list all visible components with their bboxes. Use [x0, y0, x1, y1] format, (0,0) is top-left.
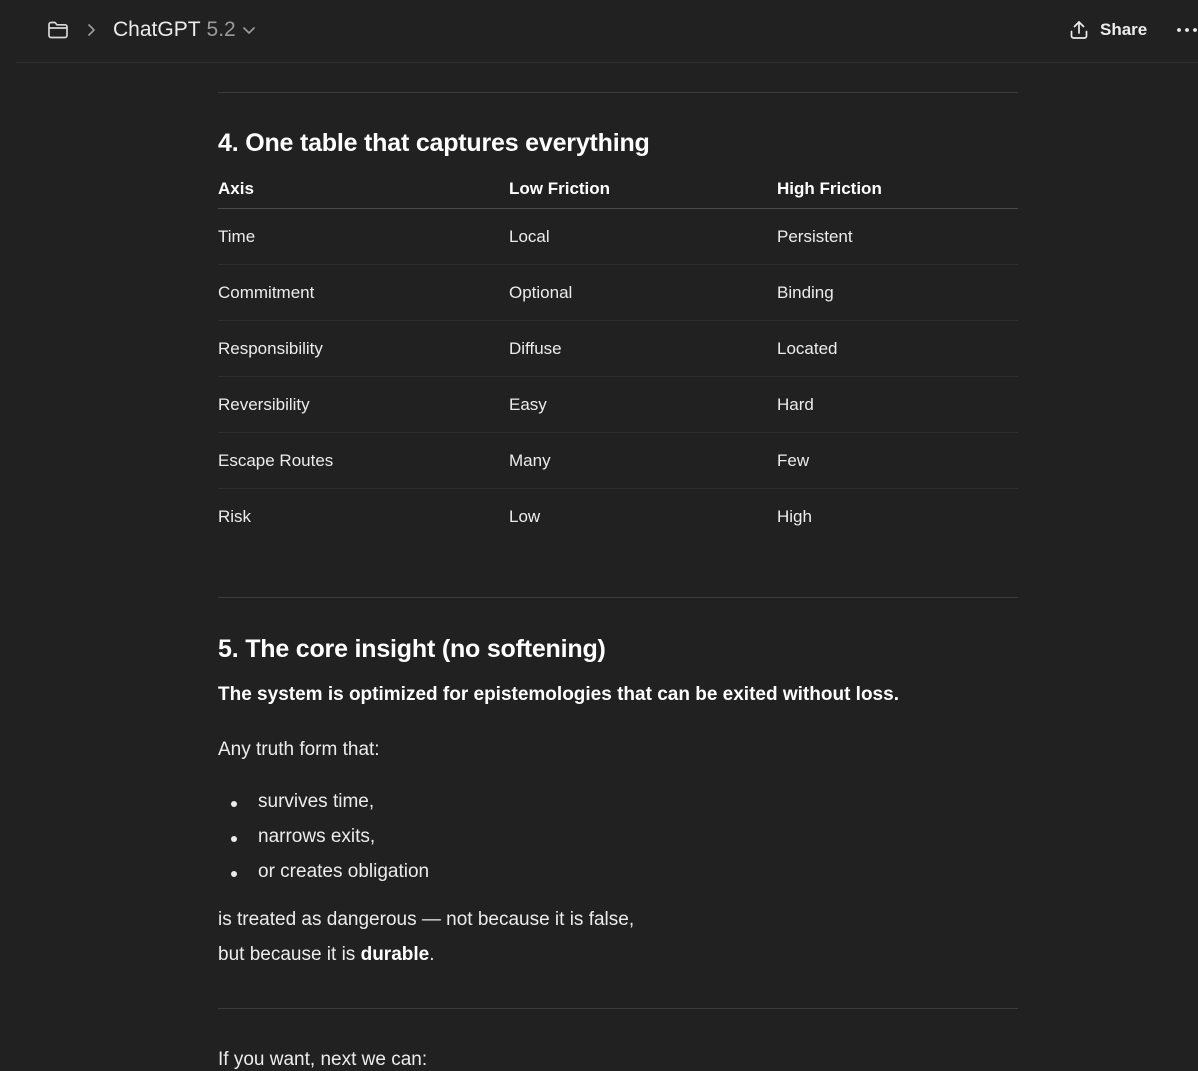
paragraph — [218, 944, 435, 966]
section-heading: 5. The core insight (no softening) — [218, 635, 606, 663]
table-cell: Hard — [777, 395, 814, 414]
table-cell: Located — [777, 339, 838, 358]
model-switcher[interactable] — [113, 14, 256, 46]
bullet-icon — [231, 871, 237, 877]
upload-icon — [1068, 19, 1090, 41]
section-divider — [218, 1008, 1018, 1009]
table-header-cell: Low Friction — [509, 179, 611, 198]
table-cell: Few — [777, 451, 810, 470]
table-cell: Escape Routes — [218, 451, 334, 470]
list-item-text: survives time, — [258, 791, 375, 812]
chevron-right-icon — [82, 20, 100, 40]
text-run: . — [429, 944, 435, 965]
list-item — [218, 791, 429, 826]
table-cell: Risk — [218, 507, 252, 526]
table-cell: Easy — [509, 395, 547, 414]
list-item-text: narrows exits, — [258, 826, 376, 847]
folder-icon[interactable] — [44, 16, 72, 44]
share-label: Share — [1100, 20, 1148, 39]
section-divider — [218, 92, 1018, 93]
paragraph: If you want, next we can: — [218, 1049, 428, 1070]
bullet-icon — [231, 801, 237, 807]
table-cell: Persistent — [777, 227, 853, 246]
table-header-cell: High Friction — [777, 179, 882, 198]
table-row — [218, 489, 1018, 544]
table-cell: Diffuse — [509, 339, 562, 358]
text-run: but because it is — [218, 944, 361, 965]
paragraph: is treated as dangerous — not because it is false, — [218, 909, 635, 930]
bold-statement: The system is optimized for epistemologies that can be exited without loss. — [218, 684, 899, 705]
top-bar — [0, 0, 1198, 62]
table-row — [218, 377, 1018, 433]
table-cell: High — [777, 507, 812, 526]
table-row — [218, 265, 1018, 321]
chevron-down-icon — [242, 25, 256, 35]
share-button[interactable] — [1068, 14, 1147, 46]
table-cell: Reversibility — [218, 395, 310, 414]
table-cell: Binding — [777, 283, 834, 302]
table-cell: Many — [509, 451, 551, 470]
comparison-table — [218, 171, 1018, 544]
table-row — [218, 209, 1018, 265]
model-name: ChatGPT — [113, 18, 201, 41]
table-cell: Commitment — [218, 283, 315, 302]
section-heading: 4. One table that captures everything — [218, 129, 650, 157]
list-item-text: or creates obligation — [258, 861, 430, 882]
section-divider — [218, 597, 1018, 598]
model-version: 5.2 — [206, 18, 236, 41]
bullet-list — [218, 791, 429, 896]
table-cell: Low — [509, 507, 541, 526]
table-cell: Time — [218, 227, 256, 246]
table-header-cell: Axis — [218, 179, 254, 198]
emphasis-text: durable — [360, 944, 430, 965]
list-item — [218, 861, 429, 896]
table-row — [218, 433, 1018, 489]
header-divider — [16, 62, 1198, 63]
table-header-row — [218, 171, 1018, 209]
table-cell: Local — [509, 227, 550, 246]
table-cell: Responsibility — [218, 339, 323, 358]
table-cell: Optional — [509, 283, 573, 302]
list-item — [218, 826, 429, 861]
table-row — [218, 321, 1018, 377]
ellipsis-icon[interactable] — [1176, 18, 1198, 42]
bullet-icon — [231, 836, 237, 842]
paragraph: Any truth form that: — [218, 739, 380, 760]
